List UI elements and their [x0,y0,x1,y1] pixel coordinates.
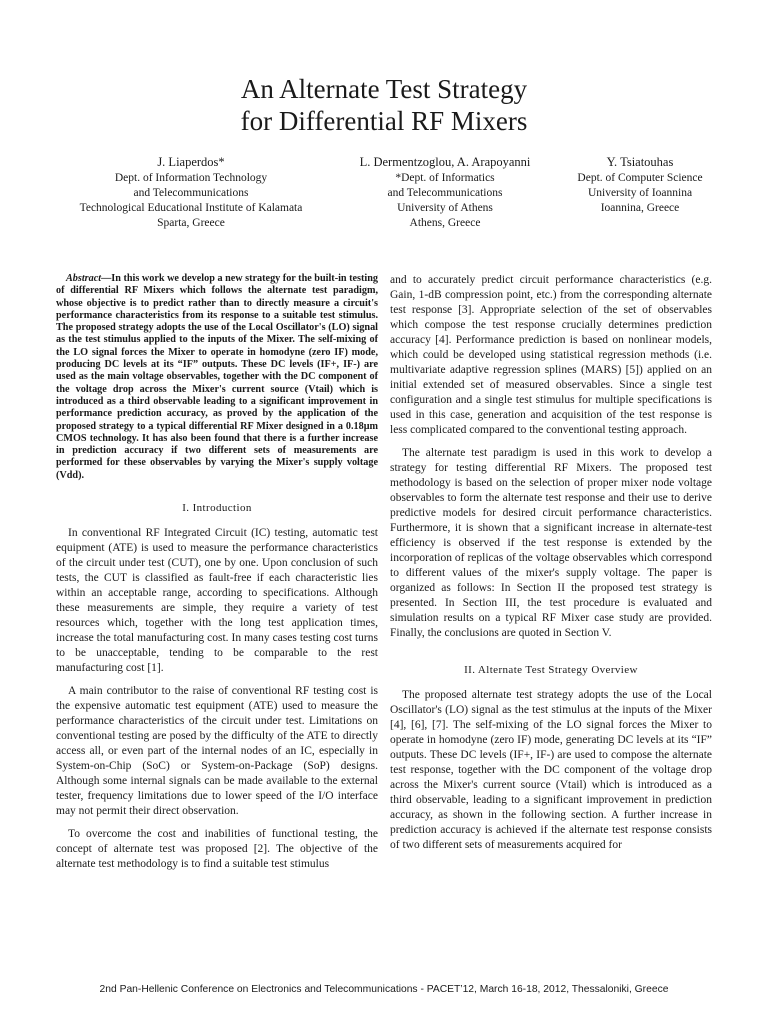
title-line-2: for Differential RF Mixers [240,106,528,136]
affiliation-line: Technological Educational Institute of Kalamata [79,202,303,214]
affiliation-line: *Dept. of Informatics [395,172,495,184]
affiliation-line: Ioannina, Greece [600,202,680,214]
paragraph: and to accurately predict circuit performance characteristics (e.g. Gain, 1-dB compression point, etc.) from the corresponding alternate test response [3]. Appropriate selection of the set of observables which compose the test response crucially determines prediction accuracy [4]. Performance prediction is based on nonlinear models, which could be developed using statistical regression methods (i.e. multivariate adaptive regression splines (MARS) [5]) applied on an initial extended set of measured observables. Since a single test configuration and a single test stimulus for multiple specifications is used in this case, generation and acquisition of the test response is less complicated compared to the conventional testing approach. [390,274,712,436]
paragraph: The proposed alternate test strategy adopts the use of the Local Oscillator's (LO) signal as the test stimulus at the inputs of the Mixer [4], [6], [7]. The self-mixing of the LO signal forces the Mixer to operate in homodyne (zero IF) mode, generating DC levels at its “IF” outputs. These DC levels (IF+, IF-) are used to compose the alternate test response, together with the DC component of the voltage drop across the Mixer's current source (Vtail) which is introduced as a third observable, leading to a significant improvement in prediction accuracy, as shown in the following section. A further increase in prediction accuracy is achieved if the alternate test response consists of two different sets of measurements acquired for [390,689,712,851]
paper-title [0,73,768,137]
author-block-3 [540,154,740,216]
right-column [390,273,712,861]
affiliation-line: and Telecommunications [387,187,503,199]
paragraph: The alternate test paradigm is used in this work to develop a strategy for testing differential RF Mixers. The proposed test methodology is based on the selection of proper mixer node voltage observables to form the alternate test response and their use to derive predictive models for desired circuit performance characteristics. Furthermore, it is shown that a significant increase in alternate-test efficiency is observed if the test response is extended by the incorporation of replicas of the voltage observables which correspond to different values of the mixer's supply voltage. The paper is organized as follows: In Section II the proposed test strategy is presented. In Section III, the test procedure is evaluated and simulation results on a typical RF Mixer case study are provided. Finally, the conclusions are quoted in Section V. [390,447,712,639]
affiliation-line: University of Ioannina [587,187,693,199]
title-line-1: An Alternate Test Strategy [240,74,528,104]
abstract [56,273,378,482]
author-block-1 [66,154,316,231]
paragraph: In conventional RF Integrated Circuit (IC) testing, automatic test equipment (ATE) is used to measure the performance characteristics of the circuit under test (CUT), one by one. Upon conclusion of such tests, the CUT is classified as fault-free if each characteristic lies within an acceptable range, according to specifications. Although these measurements are simple, they require a variety of test resources which, together with the long test application times, increase the total manufacturing cost. In many cases testing cost turns to be unacceptable, tending to be comparable to the rest manufacturing cost [1]. [56,527,378,675]
conference-footer: 2nd Pan-Hellenic Conference on Electronics and Telecommunications - PACET’12, March 16-18, 2012, Thessaloniki, Greece [99,984,669,995]
section-heading-overview: II. Alternate Test Strategy Overview [464,664,638,676]
affiliation-line: Athens, Greece [409,217,481,229]
affiliation-line: and Telecommunications [133,187,249,199]
section-heading-introduction: I. Introduction [182,502,252,515]
author-block-2 [320,154,570,231]
affiliation-line: Sparta, Greece [157,217,225,229]
paragraph: A main contributor to the raise of conventional RF testing cost is the expensive automatic test equipment (ATE) used to measure the performance characteristics of the circuit under test. Limitations on conventional testing are posed by the difficulty of the ATE to directly access all, or even part of the internal nodes of an IC, especially in System-on-Chip (SoC) or System-on-Package (SoP) designs. Although some internal signals can be made available to the external tester, frequency limitations due to lower speed of the I/O interface may not permit their direct observation. [56,685,378,818]
abstract-text: —In this work we develop a new strategy for the built-in testing of differential RF Mixers which follows the alternate test paradigm, whose objective is to predict rather than to directly measure a circuit's performance characteristics from its response to a suitable test stimulus. The proposed strategy adopts the use of the Local Oscillator's (LO) signal as the test stimulus applied to the inputs of the Mixer. The self-mixing of the LO signal forces the Mixer to operate in homodyne (zero IF) mode, producing DC levels at its “IF” outputs. These DC levels (IF+, IF-) are used as the main voltage observables, together with the DC component of the voltage drop across the Mixer's current source (Vtail) which is introduced as a third observable leading to a significant improvement in performance prediction accuracy, as proved by the application of the proposed strategy to a typical differential RF Mixer designed in a 0.18μm CMOS technology. It has also been found that there is a further increase in prediction accuracy if two different sets of measurements are performed for these observables by varying the Mixer's supply voltage (Vdd). [56,273,378,481]
author-name: L. Dermentzoglou, A. Arapoyanni [359,155,531,169]
affiliation-line: Dept. of Computer Science [577,172,703,184]
author-name: J. Liaperdos* [157,155,225,169]
left-column [56,273,378,880]
affiliation-line: University of Athens [397,202,493,214]
author-name: Y. Tsiatouhas [606,155,674,169]
paragraph: To overcome the cost and inabilities of functional testing, the concept of alternate test was proposed [2]. The objective of the alternate test methodology is to find a suitable test stimulus [56,828,378,871]
abstract-label: Abstract [66,273,102,284]
affiliation-line: Dept. of Information Technology [114,172,268,184]
